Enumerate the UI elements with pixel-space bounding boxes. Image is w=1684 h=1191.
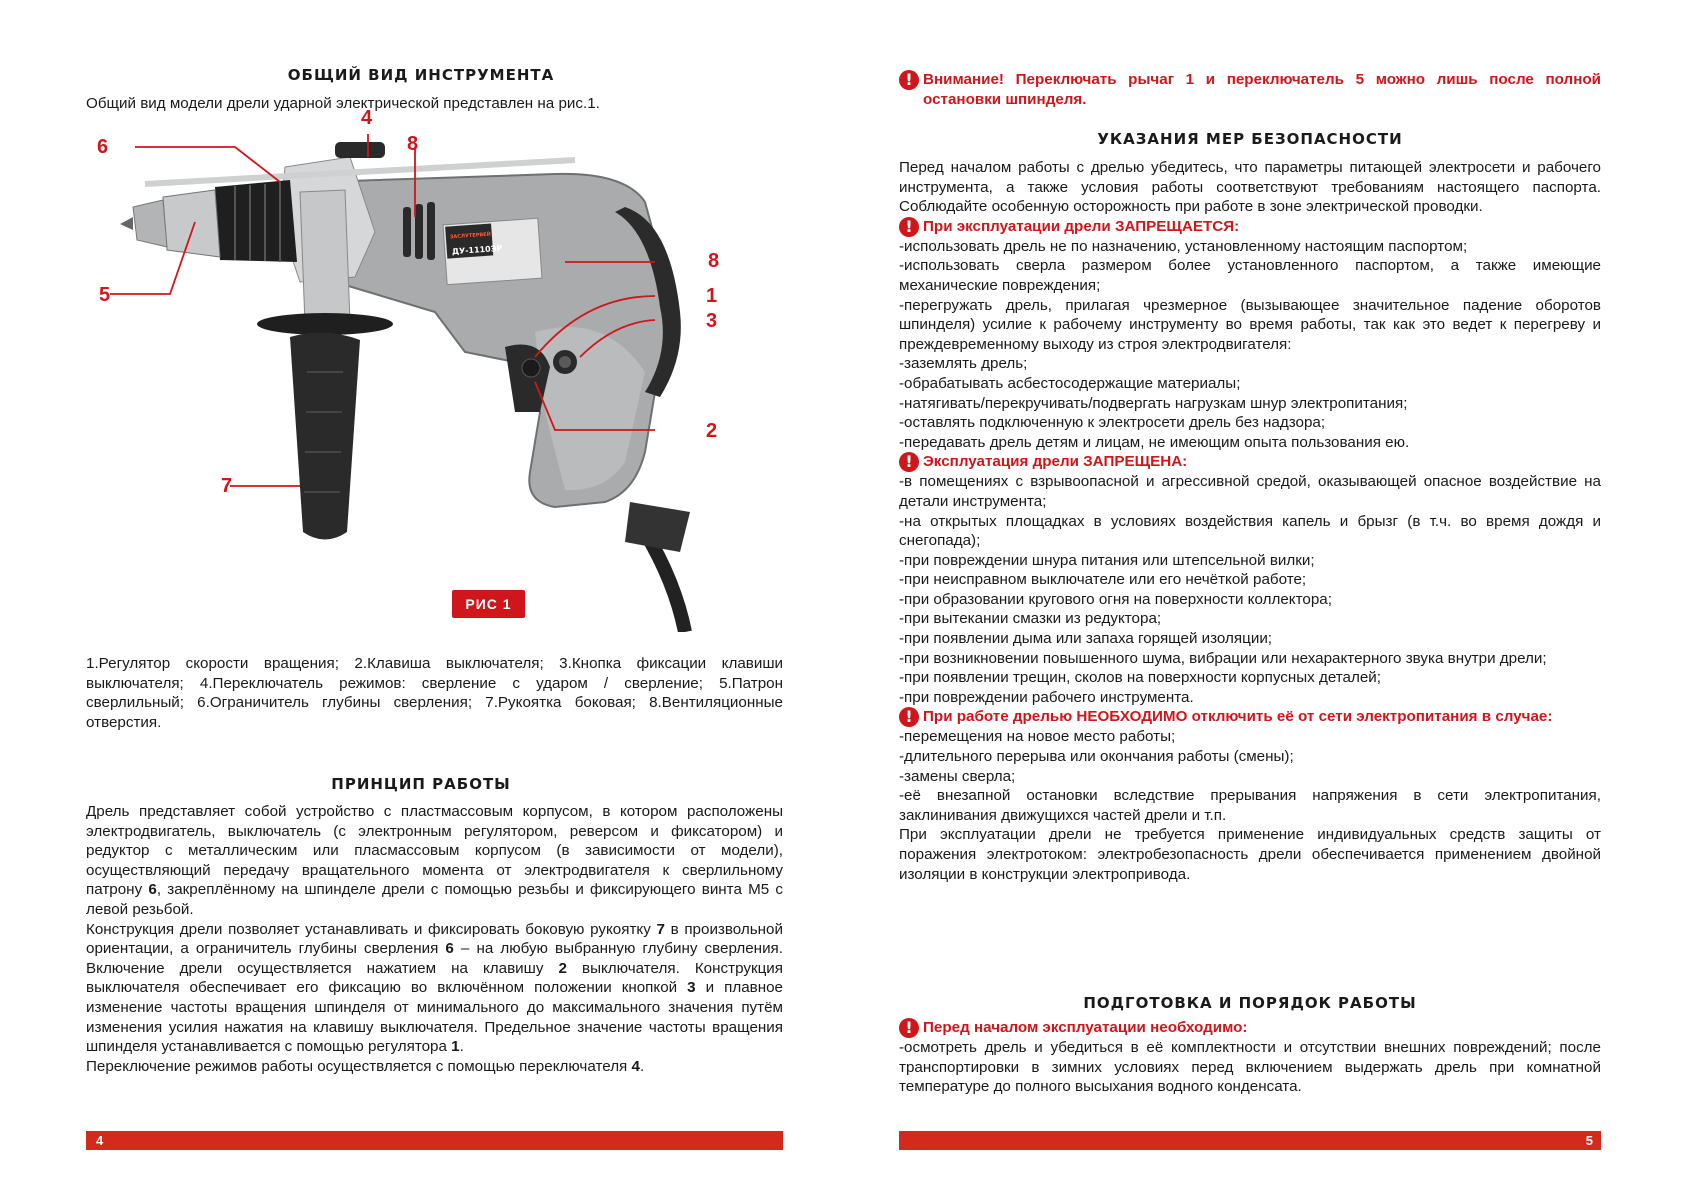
list-item: -обрабатывать асбестосодержащие материалы; <box>899 374 1241 392</box>
right-page <box>842 0 1684 1191</box>
list-item: -использовать дрель не по назначению, установленному настоящим паспортом; <box>899 237 1468 255</box>
intro-text: Общий вид модели дрели ударной электрической представлен на рис.1. <box>86 95 600 112</box>
list-item: -в помещениях с взрывоопасной и агрессивной средой, оказывающей опасное воздействие на детали инструмента; <box>899 473 1601 510</box>
label-plate-model: ДУ-1110ЭР <box>451 243 503 257</box>
principle-paragraph-1: Дрель представляет собой устройство с пластмассовым корпусом, в котором расположены электродвигатель, выключатель (с электронным регулятором, реверсом и фиксатором) и редуктор с металлическим или пласмассовым корпусом (в зависимости от модели), осуществляющий передачу вращательного момента от электродвигателя к сверлильному патрону 6, закреплённому на шпинделе дрели с помощью резьбы и фиксирующего винта М5 с левой резьбой. <box>86 803 783 918</box>
list-item: -использовать сверла размером более установленного паспортом, а также имеющие механические повреждения; <box>899 257 1601 294</box>
list-item: -перегружать дрель, прилагая чрезмерное (вызывающее значительное падение оборотов шпинделя) усилие к рабочему инструменту во время работы, так как это ведет к перегреву и преждевременному выходу из строя электродвигателя: <box>899 296 1601 353</box>
section-heading-principle: ПРИНЦИП РАБОТЫ <box>331 775 511 793</box>
figure-legend: 1.Регулятор скорости вращения; 2.Клавиша выключателя; 3.Кнопка фиксации клавиши выключателя; 4.Переключатель режимов: сверление с ударом / сверление; 5.Патрон сверлильный; 6.Ограничитель глубины сверления; 7.Рукоятка боковая; 8.Вентиляционные отверстия. <box>86 655 783 731</box>
section-heading-safety: УКАЗАНИЯ МЕР БЕЗОПАСНОСТИ <box>1097 130 1403 148</box>
list-item: -при появлении дыма или запаха горящей изоляции; <box>899 630 1273 648</box>
list-item: -на открытых площадках в условиях воздействия капель и брызг (в т.ч. во время дождя и снегопада); <box>899 512 1601 550</box>
figure-badge: РИС 1 <box>452 590 525 618</box>
list-item: -заземлять дрель; <box>899 355 1028 373</box>
principle-paragraph-3: Переключение режимов работы осуществляется с помощью переключателя 4. <box>86 1057 645 1075</box>
list-item: -при появлении трещин, сколов на поверхности корпусных деталей; <box>899 669 1382 687</box>
top-warning: ! Внимание! Переключать рычаг 1 и переключатель 5 можно лишь после полной остановки шпинделя. <box>899 70 1601 109</box>
safety-text <box>899 158 1601 884</box>
section-heading-preparation: ПОДГОТОВКА И ПОРЯДОК РАБОТЫ <box>1083 994 1417 1012</box>
warning-icon: ! <box>899 70 919 90</box>
principle-paragraph-2: Конструкция дрели позволяет устанавливать и фиксировать боковую рукоятку 7 в произвольной ориентации, а ограничитель глубины сверления 6 – на любую выбранную глубину сверления. Включение дрели осуществляется нажатием на клавишу 2 выключателя. Конструкция выключателя обеспечивает его фиксацию во включённом положении кнопкой 3 и плавное изменение частоты вращения шпинделя от минимального до максимального значения путём изменения усилия нажатия на клавишу выключателя. Предельное значение частоты вращения шпинделя устанавливается с помощью регулятора 1. <box>86 920 783 1056</box>
list-item: -перемещения на новое место работы; <box>899 728 1176 746</box>
warning-icon: ! <box>899 1018 919 1038</box>
figure-label-8-top: 8 <box>407 133 419 155</box>
page-number-left: 4 <box>96 1133 104 1148</box>
list-item: -передавать дрель детям и лицам, не имеющим опыта пользования ею. <box>899 433 1410 451</box>
warning-icon: ! <box>899 217 919 237</box>
figure-label-6: 6 <box>97 136 109 158</box>
warning-before-use: ! Перед началом эксплуатации необходимо: <box>899 1018 1601 1038</box>
section-heading-general-view: ОБЩИЙ ВИД ИНСТРУМЕНТА <box>287 66 555 84</box>
figure-label-4: 4 <box>361 107 373 129</box>
list-item: -при повреждении шнура питания или штепсельной вилки; <box>899 551 1315 569</box>
figure-label-3: 3 <box>706 310 718 332</box>
warning-prohibited-actions: ! При эксплуатации дрели ЗАПРЕЩАЕТСЯ: <box>899 217 1601 237</box>
safety-outro: При эксплуатации дрели не требуется применение индивидуальных средств защиты от поражения электротоком: электробезопасность дрели обеспечивается применением двойной изоляции в конструкции электропривода. <box>899 826 1601 883</box>
figure-label-8-right: 8 <box>708 250 720 272</box>
list-item: -её внезапной остановки вследствие прерывания напряжения в сети электропитания, заклинивания движущихся частей дрели и т.п. <box>899 787 1601 824</box>
list-item: -замены сверла; <box>899 767 1016 785</box>
figure-label-1: 1 <box>706 285 718 307</box>
warning-must-disconnect: ! При работе дрелью НЕОБХОДИМО отключить её от сети электропитания в случае: <box>899 707 1601 727</box>
figure-label-5: 5 <box>99 284 111 306</box>
footer-bar-left <box>86 1131 783 1150</box>
list-item: -при повреждении рабочего инструмента. <box>899 688 1194 706</box>
list-item: -оставлять подключенную к электросети дрель без надзора; <box>899 414 1326 432</box>
footer-bar-right <box>899 1131 1601 1150</box>
figure-label-7: 7 <box>221 475 233 497</box>
list-item: -при неисправном выключателе или его нечёткой работе; <box>899 571 1307 589</box>
safety-intro: Перед началом работы с дрелью убедитесь, что параметры питающей электросети и рабочего инструмента, а также условия работы соответствуют требованиям настоящего паспорта. Соблюдайте особенную осторожность при работе в зоне электрической проводки. <box>899 159 1601 216</box>
list-item: -при вытекании смазки из редуктора; <box>899 610 1162 628</box>
drill-illustration <box>85 112 800 632</box>
principle-text <box>86 802 783 1076</box>
list-item: -длительного перерыва или окончания работы (смены); <box>899 748 1294 766</box>
preparation-item: -осмотреть дрель и убедиться в её комплектности и отсутствии внешних повреждений; после транспортировки в зимних условиях перед включением выдержать дрель при комнатной температуре до полного высыхания водного конденсата. <box>899 1039 1601 1096</box>
drill-figure <box>85 107 800 632</box>
list-item: -при возникновении повышенного шума, вибрации или нехарактерного звука внутри дрели; <box>899 649 1547 667</box>
list-item: -при образовании кругового огня на поверхности коллектора; <box>899 590 1332 608</box>
preparation-text <box>899 1018 1601 1097</box>
page-number-right: 5 <box>1585 1133 1593 1148</box>
warning-icon: ! <box>899 452 919 472</box>
figure-label-2: 2 <box>706 420 718 442</box>
list-item: -натягивать/перекручивать/подвергать нагрузкам шнур электропитания; <box>899 394 1408 412</box>
warning-operation-prohibited: ! Эксплуатация дрели ЗАПРЕЩЕНА: <box>899 452 1601 472</box>
warning-icon: ! <box>899 707 919 727</box>
label-plate-brand: ЗАСЛУТЕРВЕЙ <box>449 231 492 241</box>
